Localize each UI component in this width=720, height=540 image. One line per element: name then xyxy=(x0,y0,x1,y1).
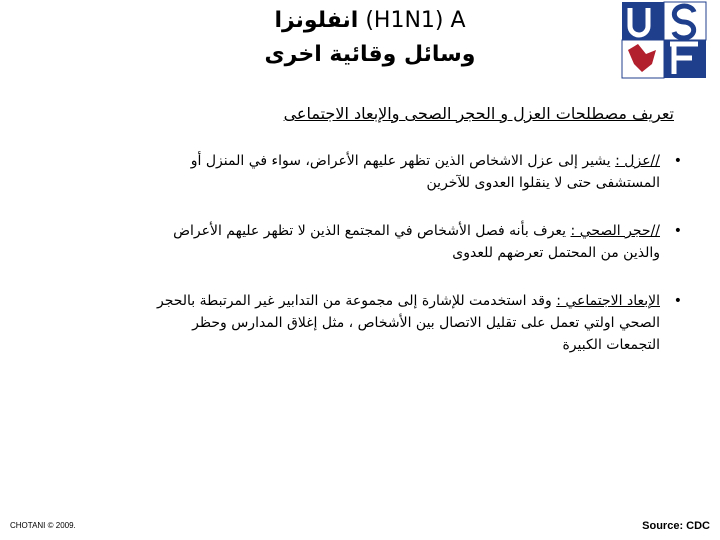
bullet-social-distancing xyxy=(82,290,682,356)
bullet-line xyxy=(82,290,660,312)
bullet-text: يشير إلى عزل الاشخاص الذين تظهر عليهم الأعراض، سواء في المنزل أو xyxy=(190,153,616,169)
usf-logo xyxy=(620,0,708,80)
source-credit: Source: CDC xyxy=(642,520,710,532)
title-arabic: انفلونزا xyxy=(274,8,359,33)
bullet-text: وقد استخدمت للإشارة إلى مجموعة من التدابير غير المرتبطة بالحجر xyxy=(156,293,557,309)
bullet-line xyxy=(82,150,660,172)
bullet-dot: • xyxy=(673,293,682,309)
bullet-term: الإبعاد الاجتماعي : xyxy=(556,293,660,309)
bullet-text: الصحي اولتي تعمل على تقليل الاتصال بين الأشخاص ، مثل إغلاق المدارس وحظر xyxy=(192,315,660,331)
bullet-line xyxy=(82,220,660,242)
bullet-text: التجمعات الكبيرة xyxy=(562,337,660,353)
bullet-list xyxy=(82,150,682,382)
bullet-term: //عزل : xyxy=(615,153,660,169)
slide-title xyxy=(160,6,580,70)
bullet-isolation xyxy=(82,150,682,194)
copyright: CHOTANI © 2009. xyxy=(10,521,76,530)
bullet-text: المستشفى حتى لا ينقلوا العدوى للآخرين xyxy=(426,175,660,191)
bullet-dot: • xyxy=(673,223,682,239)
bullet-text: والذين من المحتمل تعرضهم للعدوى xyxy=(452,245,660,261)
bullet-dot: • xyxy=(673,153,682,169)
section-heading: تعريف مصطلحات العزل و الحجر الصحى والإبعاد الاجتماعى xyxy=(283,104,674,123)
bullet-quarantine xyxy=(82,220,682,264)
bullet-text: يعرف بأنه فصل الأشخاص في المجتمع الذين لا تظهر عليهم الأعراض xyxy=(173,223,571,239)
bullet-term: //حجر الصحي : xyxy=(570,223,660,239)
title-line xyxy=(160,6,580,36)
subtitle: وسائل وقائية اخرى xyxy=(264,42,476,67)
title-latin: (H1N1) A xyxy=(365,8,466,33)
